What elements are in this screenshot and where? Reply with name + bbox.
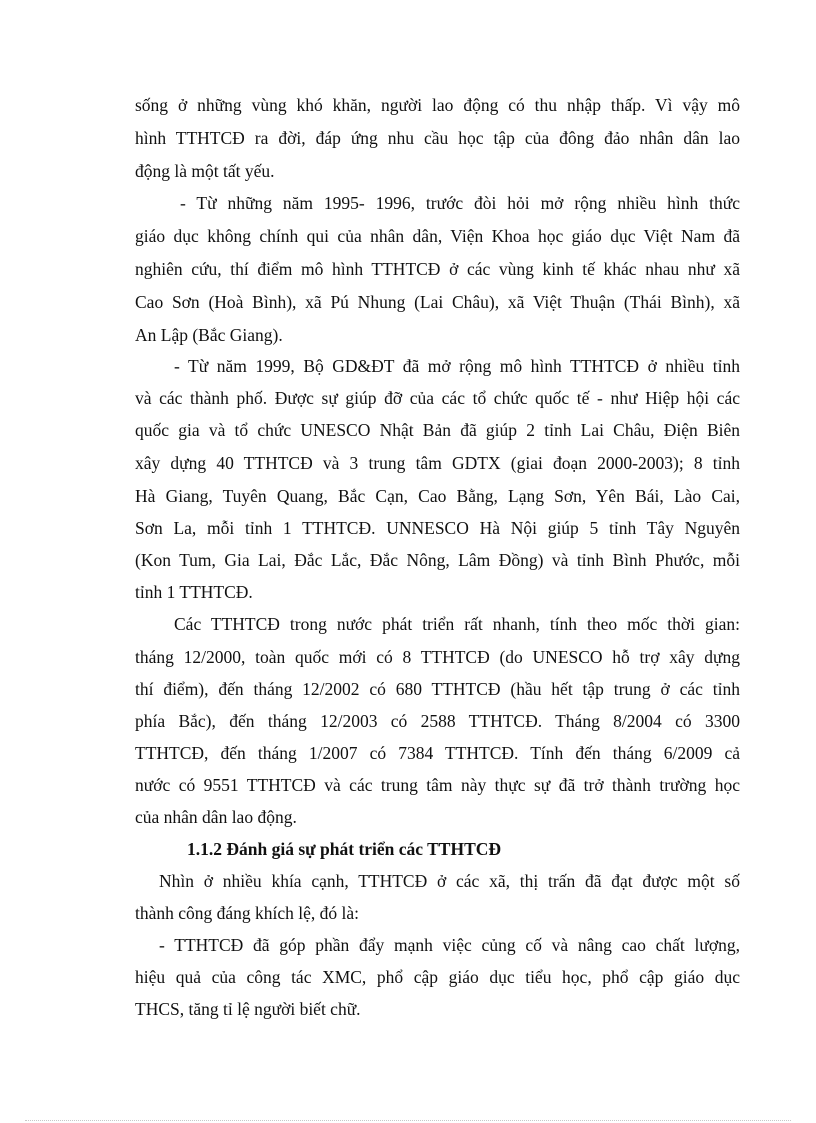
paragraph-line: Các TTHTCĐ trong nước phát triển rất nhanh, tính theo mốc thời gian: (174, 614, 740, 634)
paragraph-line: giáo dục không chính qui của nhân dân, Viện Khoa học giáo dục Việt Nam đã (135, 226, 740, 246)
paragraph-line: Hà Giang, Tuyên Quang, Bắc Cạn, Cao Bằng, Lạng Sơn, Yên Bái, Lào Cai, (135, 486, 740, 506)
paragraph-line: tỉnh 1 TTHTCĐ. (135, 582, 253, 602)
paragraph-line: An Lập (Bắc Giang). (135, 325, 283, 345)
paragraph-line: quốc gia và tổ chức UNESCO Nhật Bản đã giúp 2 tỉnh Lai Châu, Điện Biên (135, 420, 740, 440)
paragraph-line: sống ở những vùng khó khăn, người lao động có thu nhập thấp. Vì vậy mô (135, 95, 740, 115)
paragraph-line: (Kon Tum, Gia Lai, Đắc Lắc, Đắc Nông, Lâm Đồng) và tỉnh Bình Phước, mỗi (135, 550, 740, 570)
section-heading: 1.1.2 Đánh giá sự phát triển các TTHTCĐ (187, 839, 502, 859)
paragraph-line: phía Bắc), đến tháng 12/2003 có 2588 TTHTCĐ. Tháng 8/2004 có 3300 (135, 711, 740, 731)
paragraph-line: - Từ những năm 1995- 1996, trước đòi hỏi mở rộng nhiều hình thức (180, 193, 740, 213)
paragraph-line: Sơn La, mỗi tỉnh 1 TTHTCĐ. UNNESCO Hà Nội giúp 5 tỉnh Tây Nguyên (135, 518, 740, 538)
paragraph-line: xây dựng 40 TTHTCĐ và 3 trung tâm GDTX (giai đoạn 2000-2003); 8 tỉnh (135, 453, 740, 473)
paragraph-line: của nhân dân lao động. (135, 807, 297, 827)
paragraph-line: THCS, tăng tỉ lệ người biết chữ. (135, 999, 361, 1019)
paragraph-line: thí điểm), đến tháng 12/2002 có 680 TTHTCĐ (hầu hết tập trung ở các tỉnh (135, 679, 740, 699)
paragraph-line: hiệu quả của công tác XMC, phổ cập giáo dục tiểu học, phổ cập giáo dục (135, 967, 740, 987)
paragraph-line: và các thành phố. Được sự giúp đỡ của các tổ chức quốc tế - như Hiệp hội các (135, 388, 740, 408)
paragraph-line: hình TTHTCĐ ra đời, đáp ứng nhu cầu học tập của đông đảo nhân dân lao (135, 128, 740, 148)
paragraph-line: tháng 12/2000, toàn quốc mới có 8 TTHTCĐ (do UNESCO hỗ trợ xây dựng (135, 647, 740, 667)
paragraph-line: - TTHTCĐ đã góp phần đẩy mạnh việc củng cố và nâng cao chất lượng, (159, 935, 740, 955)
paragraph-line: động là một tất yếu. (135, 161, 275, 181)
paragraph-line: thành công đáng khích lệ, đó là: (135, 903, 360, 923)
paragraph-line: nước có 9551 TTHTCĐ và các trung tâm này thực sự đã trở thành trường học (135, 775, 740, 795)
page-bottom-divider (25, 1120, 791, 1121)
paragraph-line: Cao Sơn (Hoà Bình), xã Pú Nhung (Lai Châu), xã Việt Thuận (Thái Bình), xã (135, 292, 740, 312)
paragraph-line: - Từ năm 1999, Bộ GD&ĐT đã mở rộng mô hình TTHTCĐ ở nhiều tỉnh (174, 356, 740, 376)
paragraph-line: Nhìn ở nhiều khía cạnh, TTHTCĐ ở các xã, thị trấn đã đạt được một số (159, 871, 740, 891)
paragraph-line: nghiên cứu, thí điểm mô hình TTHTCĐ ở các vùng kinh tế khác nhau như xã (135, 259, 740, 279)
paragraph-line: TTHTCĐ, đến tháng 1/2007 có 7384 TTHTCĐ. Tính đến tháng 6/2009 cả (135, 743, 740, 763)
